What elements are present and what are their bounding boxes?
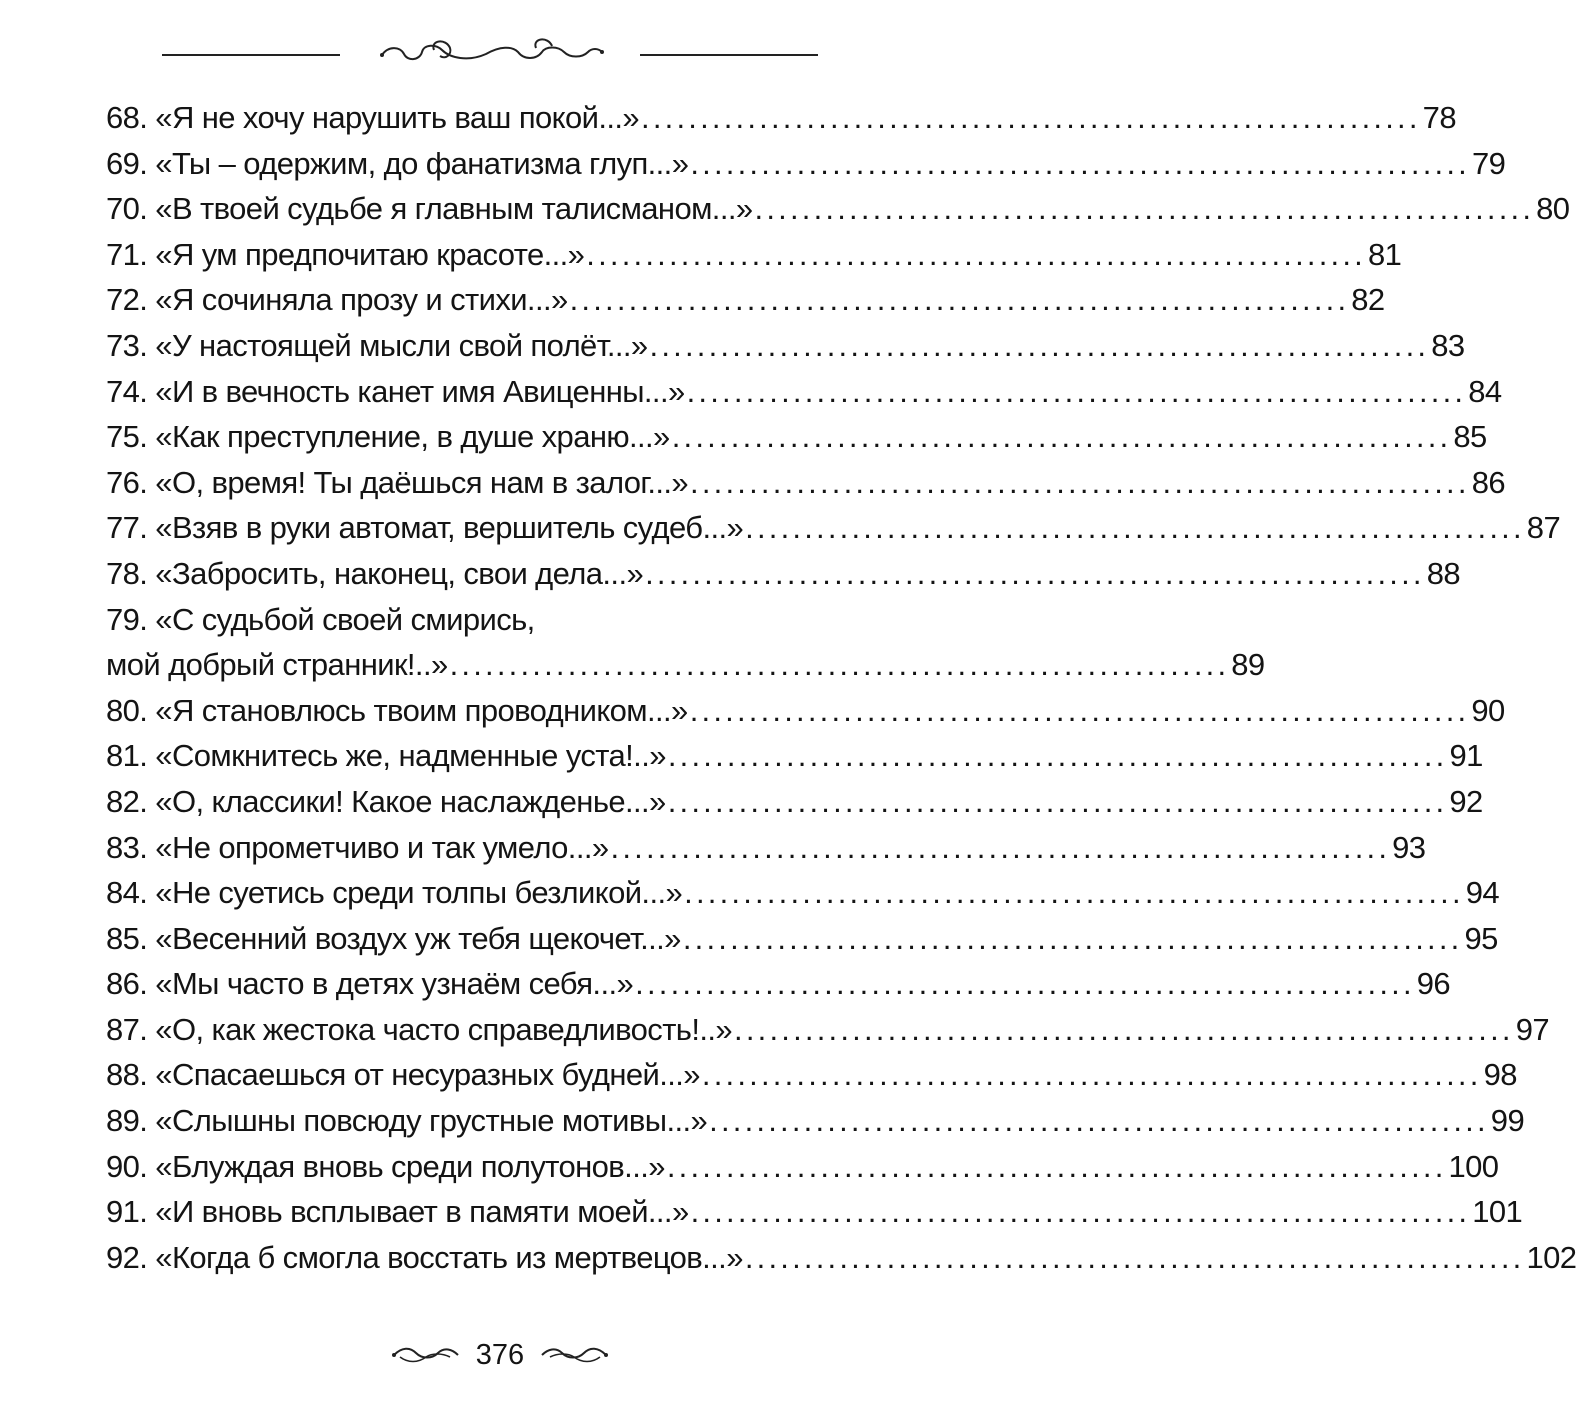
toc-entry-title: 81. «Сомкнитесь же, надменные уста!..» (106, 738, 666, 774)
toc-entry-page: 85 (1453, 419, 1487, 455)
toc-entry-title-continued: мой добрый странник!..» (106, 647, 448, 683)
toc-entry-title: 91. «И вновь всплывает в памяти моей...» (106, 1194, 689, 1230)
toc-entry-70[interactable] (106, 186, 1570, 232)
toc-entry-page: 97 (1515, 1011, 1549, 1047)
toc-entry-83[interactable] (106, 825, 1426, 871)
toc-entry-page: 102 (1526, 1239, 1576, 1275)
toc-entry-79[interactable] (106, 597, 882, 643)
dot-leader: .................................................................. (754, 191, 1535, 227)
toc-entry-page: 79 (1472, 145, 1506, 181)
toc-entry-title: 89. «Слышны повсюду грустные мотивы...» (106, 1103, 708, 1139)
toc-entry-title: 78. «Забросить, наконец, свои дела...» (106, 555, 644, 591)
toc-entry-72[interactable] (106, 277, 1385, 323)
toc-entry-80[interactable] (106, 688, 1505, 734)
toc-entry-page: 90 (1471, 692, 1505, 728)
toc-entry-title: 80. «Я становлюсь твоим проводником...» (106, 692, 688, 728)
toc-entry-page: 93 (1392, 829, 1426, 865)
toc-entry-91[interactable] (106, 1189, 1523, 1235)
toc-entry-page: 96 (1416, 966, 1451, 1002)
toc-entry-82[interactable] (106, 779, 1483, 825)
toc-entry-page: 80 (1536, 191, 1570, 227)
toc-entry-page: 100 (1448, 1148, 1499, 1184)
toc-entry-77[interactable] (106, 505, 1561, 551)
toc-entry-page: 94 (1465, 875, 1500, 911)
toc-entry-69[interactable] (106, 141, 1506, 187)
toc-entry-title: 90. «Блуждая вновь среди полутонов...» (106, 1148, 665, 1184)
toc-entry-78[interactable] (106, 551, 1461, 597)
left-flourish-icon (392, 1343, 460, 1367)
toc-entry-page: 81 (1367, 236, 1402, 272)
toc-entry-title: 70. «В твоей судьбе я главным талисманом...» (106, 191, 753, 227)
toc-entry-89[interactable] (106, 1098, 1525, 1144)
toc-entry-84[interactable] (106, 870, 1500, 916)
dot-leader: .................................................................. (569, 282, 1350, 318)
toc-entry-85[interactable] (106, 916, 1498, 962)
toc-entry-74[interactable] (106, 369, 1502, 415)
dot-leader: .................................................................. (701, 1057, 1482, 1093)
toc-entry-page: 83 (1431, 327, 1465, 363)
toc-entry-page: 101 (1472, 1194, 1523, 1230)
toc-entry-page: 95 (1464, 920, 1498, 956)
toc-entry-71[interactable] (106, 232, 1402, 278)
toc-entry-title: 72. «Я сочиняла прозу и стихи...» (106, 282, 568, 318)
toc-entry-87[interactable] (106, 1007, 1549, 1053)
dot-leader: .................................................................. (666, 1148, 1447, 1184)
dot-leader: .................................................................. (671, 419, 1452, 455)
toc-entry-title: 84. «Не суетись среди толпы безликой...» (106, 875, 683, 911)
dot-leader: .................................................................. (734, 1011, 1514, 1047)
toc-entry-title: 76. «О, время! Ты даёшься нам в залог...» (106, 464, 689, 500)
toc-entry-68[interactable] (106, 95, 1456, 141)
toc-entry-page: 84 (1468, 373, 1502, 409)
toc-entry-title: 77. «Взяв в руки автомат, вершитель судеб...» (106, 510, 744, 546)
dot-leader: .................................................................. (667, 783, 1448, 819)
toc-entry-title: 69. «Ты – одержим, до фанатизма глуп...» (106, 145, 689, 181)
dot-leader: .................................................................. (449, 647, 1230, 683)
toc-entry-title: 92. «Когда б смогла восстать из мертвецов...» (106, 1239, 743, 1275)
dot-leader: .................................................................. (686, 373, 1467, 409)
toc-entry-page: 87 (1526, 510, 1561, 546)
dot-leader: .................................................................. (635, 966, 1415, 1002)
page-number: 376 (475, 1338, 525, 1371)
toc-entry-page: 82 (1351, 282, 1385, 318)
toc-entry-76[interactable] (106, 460, 1505, 506)
toc-entry-page: 91 (1449, 738, 1483, 774)
dot-leader: .................................................................. (641, 100, 1421, 135)
toc-entry-title: 85. «Весенний воздух уж тебя щекочет...» (106, 920, 681, 956)
dot-leader: .................................................................. (709, 1103, 1489, 1139)
page-footer (0, 1330, 1000, 1380)
toc-entry-title: 87. «О, как жестока часто справедливость!..» (106, 1011, 733, 1047)
dot-leader: .................................................................. (684, 875, 1464, 911)
dot-leader: .................................................................. (610, 829, 1391, 865)
toc-entry-title: 79. «С судьбой своей смирись, (106, 601, 535, 637)
toc-entry-title: 73. «У настоящей мысли свой полёт...» (106, 327, 648, 363)
toc-entry-title: 86. «Мы часто в детях узнаём себя...» (106, 966, 634, 1002)
toc-entry-92[interactable] (106, 1235, 1576, 1281)
toc-entry-page: 98 (1483, 1057, 1517, 1093)
toc-entry-title: 75. «Как преступление, в душе храню...» (106, 419, 670, 455)
toc-entry-title: 71. «Я ум предпочитаю красоте...» (106, 236, 585, 272)
toc-entry-page: 88 (1426, 555, 1461, 591)
right-flourish-icon (540, 1343, 608, 1367)
toc-entry-page: 99 (1490, 1103, 1525, 1139)
toc-entry-title: 68. «Я не хочу нарушить ваш покой...» (106, 100, 640, 135)
header-ornament (150, 30, 830, 80)
table-of-contents (106, 95, 1576, 1280)
toc-entry-title: 83. «Не опрометчиво и так умело...» (106, 829, 609, 865)
toc-entry-page: 89 (1231, 647, 1265, 683)
dot-leader: .................................................................. (689, 692, 1470, 728)
toc-entry-86[interactable] (106, 961, 1451, 1007)
toc-entry-81[interactable] (106, 733, 1483, 779)
dot-leader: .................................................................. (744, 1239, 1525, 1275)
dot-leader: .................................................................. (682, 920, 1463, 956)
toc-entry-88[interactable] (106, 1052, 1517, 1098)
dot-leader: .................................................................. (649, 327, 1430, 363)
toc-entry-title: 82. «О, классики! Какое наслажденье...» (106, 783, 666, 819)
toc-entry-73[interactable] (106, 323, 1465, 369)
dot-leader: .................................................................. (586, 236, 1366, 272)
toc-entry-75[interactable] (106, 414, 1487, 460)
toc-entry-title: 74. «И в вечность канет имя Авиценны...» (106, 373, 685, 409)
dot-leader: .................................................................. (690, 464, 1470, 500)
toc-entry-page: 92 (1449, 783, 1483, 819)
dot-leader: .................................................................. (645, 555, 1425, 591)
toc-entry-90[interactable] (106, 1144, 1499, 1190)
toc-entry-page: 78 (1422, 100, 1456, 135)
toc-entry-page: 86 (1471, 464, 1505, 500)
toc-entry-title: 88. «Спасаешься от несуразных будней...» (106, 1057, 700, 1093)
dot-leader: .................................................................. (745, 510, 1525, 546)
dot-leader: .................................................................. (667, 738, 1448, 774)
toc-entry-79-continued[interactable] (106, 642, 1265, 688)
dot-leader: .................................................................. (690, 145, 1470, 181)
dot-leader: .................................................................. (690, 1194, 1471, 1230)
